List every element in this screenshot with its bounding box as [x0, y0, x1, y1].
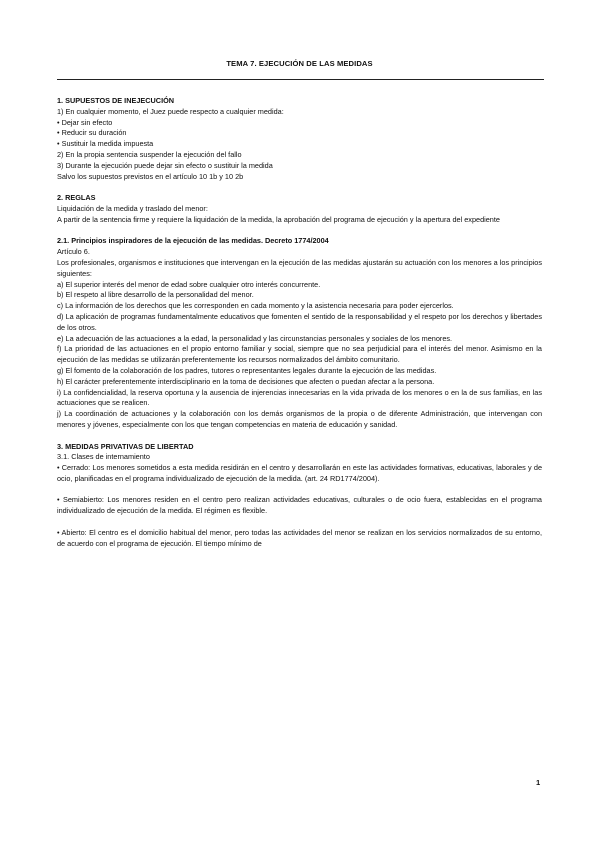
list-item: g) El fomento de la colaboración de los padres, tutores o representantes legales durante la ejecución de las medidas. — [57, 365, 437, 375]
list-item: d) La aplicación de programas fundamentalmente educativos que fomenten el sentido de la responsabilidad y el respeto por los derechos y libertades de los otros. — [57, 311, 542, 332]
list-item: i) La confidencialidad, la reserva oportuna y la ausencia de injerencias innecesarias en la vida privada de los menores o en la de sus familias, en las actuaciones que se realicen. — [57, 387, 542, 408]
paragraph-line: 2) En la propia sentencia suspender la ejecución del fallo — [57, 149, 242, 159]
spacer — [57, 431, 542, 442]
section-heading: 3. MEDIDAS PRIVATIVAS DE LIBERTAD — [57, 441, 194, 451]
list-item: e) La adecuación de las actuaciones a la edad, la personalidad y las circunstancias personales y sociales de los menores. — [57, 333, 453, 343]
document-title: TEMA 7. EJECUCIÓN DE LAS MEDIDAS — [226, 59, 373, 68]
section-heading: 2.1. Principios inspiradores de la ejecución de las medidas. Decreto 1774/2004 — [57, 236, 329, 246]
subheading: Liquidación de la medida y traslado del menor: — [57, 203, 208, 213]
subheading: 3.1. Clases de internamiento — [57, 452, 150, 462]
list-item: b) El respeto al libre desarrollo de la personalidad del menor. — [57, 290, 254, 300]
title-divider — [57, 79, 544, 80]
paragraph-line: 1) En cualquier momento, el Juez puede respecto a cualquier medida: — [57, 106, 284, 116]
spacer — [57, 226, 542, 237]
bullet-item: • Sustituir la medida impuesta — [57, 139, 154, 149]
spacer — [57, 485, 542, 496]
bullet-item: • Dejar sin efecto — [57, 117, 113, 127]
paragraph: • Cerrado: Los menores sometidos a esta medida residirán en el centro y desarrollarán en este las actividades formativas, educativas, laborales y de ocio, planificadas en el programa individualizado de ejecución de la medida. (art. 24 RD1774/2004). — [57, 463, 542, 483]
page-number: 1 — [536, 778, 541, 787]
bullet-item: • Reducir su duración — [57, 128, 127, 138]
paragraph-line: 3) Durante la ejecución puede dejar sin efecto o sustituir la medida — [57, 160, 273, 170]
list-item: c) La información de los derechos que les corresponden en cada momento y la asistencia necesaria para poder ejercerlos. — [57, 301, 454, 311]
list-item: h) El carácter preferentemente interdisciplinario en la toma de decisiones que afecten o puedan afectar a la persona. — [57, 376, 435, 386]
section-heading: 1. SUPUESTOS DE INEJECUCIÓN — [57, 96, 175, 105]
spacer — [57, 182, 542, 193]
article-label: Artículo 6. — [57, 247, 90, 257]
section-heading: 2. REGLAS — [57, 193, 96, 203]
document-body — [57, 96, 542, 549]
paragraph-line: Salvo los supuestos previstos en el artículo 10 1b y 10 2b — [57, 171, 244, 181]
list-item: f) La prioridad de las actuaciones en el propio entorno familiar y social, siempre que no sea perjudicial para el interés del menor. Asimismo en la ejecución de las medidas se utilizarán preferentemente los recursos normalizados del ámbito comunitario. — [57, 344, 542, 365]
list-item: a) El superior interés del menor de edad sobre cualquier otro interés concurrente. — [57, 279, 321, 289]
paragraph: Los profesionales, organismos e instituciones que intervengan en la ejecución de las medidas ajustarán su actuación con los menores a los principios siguientes: — [57, 257, 542, 278]
paragraph: A partir de la sentencia firme y requiere la liquidación de la medida, la aprobación del programa de ejecución y la apertura del expediente — [57, 214, 500, 224]
spacer — [57, 517, 542, 528]
paragraph: • Abierto: El centro es el domicilio habitual del menor, pero todas las actividades del menor se realizan en los servicios normalizados de su entorno, de acuerdo con el programa de ejecución. El tiempo mínimo de — [57, 527, 542, 548]
list-item: j) La coordinación de actuaciones y la colaboración con los demás organismos de la propia o de diferente Administración, que intervengan con menores y jóvenes, especialmente con los que tengan competencias en materia de educación y sanidad. — [57, 409, 542, 429]
paragraph: • Semiabierto: Los menores residen en el centro pero realizan actividades educativas, culturales o de ocio fuera, establecidas en el programa individualizado de ejecución de la medida. El régimen es flexible. — [57, 495, 542, 516]
